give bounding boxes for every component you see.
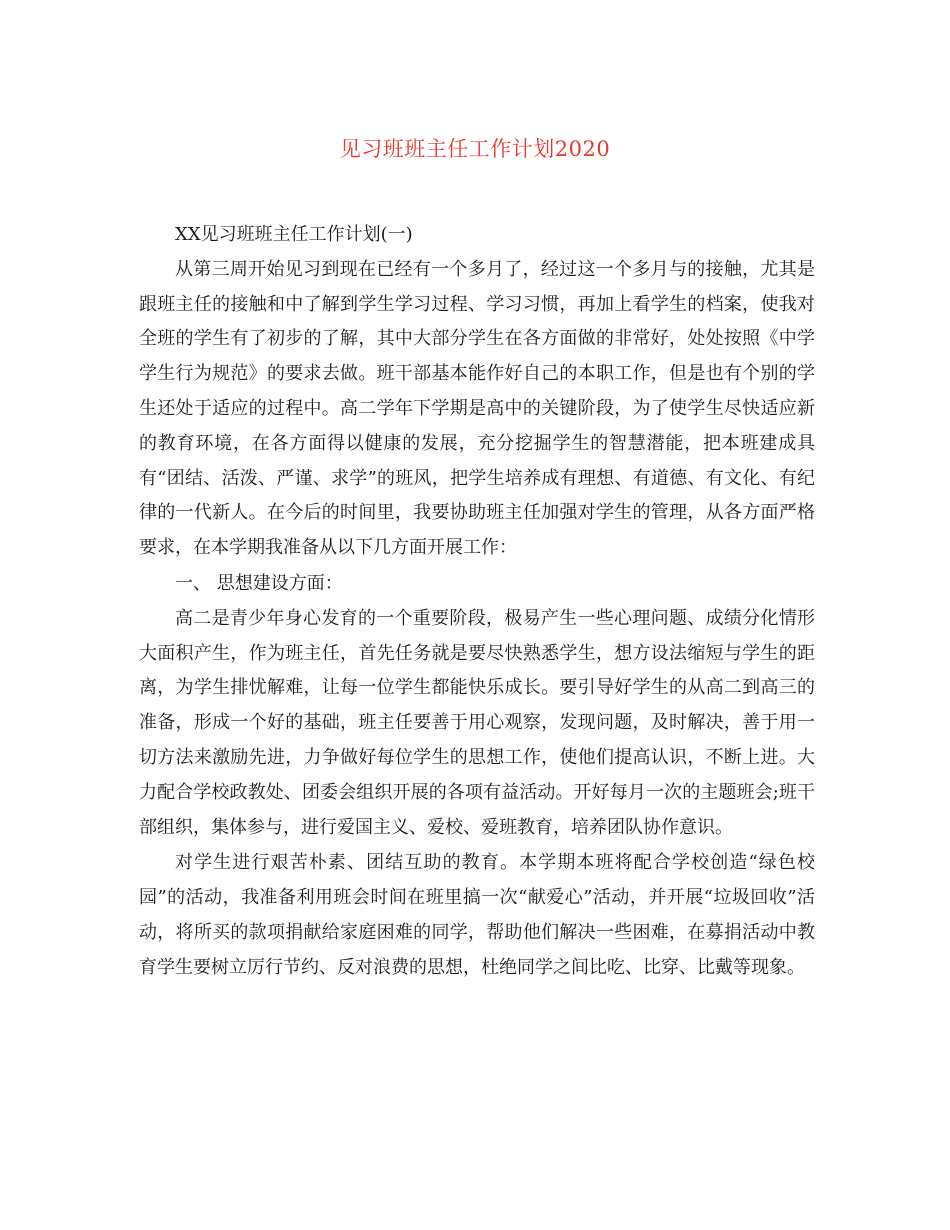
intro-paragraph: 从第三周开始见习到现在已经有一个多月了，经过这一个多月与的接触，尤其是跟班主任的接触和中了解到学生学习过程、学习习惯，再加上看学生的档案，使我对全班的学生有了初步的了解，其中大部分学生在各方面做的非常好，处处按照《中学学生行为规范》的要求去做。班干部基本能作好自己的本职工作，但是也有个别的学生还处于适应的过程中。高二学年下学期是高中的关键阶段，为了使学生尽快适应新的教育环境，在各方面得以健康的发展，充分挖掘学生的智慧潜能，把本班建成具有“团结、活泼、严谨、求学”的班风，把学生培养成有理想、有道德、有文化、有纪律的一代新人。在今后的时间里，我要协助班主任加强对学生的管理，从各方面严格要求，在本学期我准备从以下几方面开展工作： [139, 258, 815, 559]
ideology-paragraph: 高二是青少年身心发育的一个重要阶段，极易产生一些心理问题、成绩分化情形大面积产生，作为班主任，首先任务就是要尽快熟悉学生，想方设法缩短与学生的距离，为学生排忧解难，让每一位学生都能快乐成长。要引导好学生的从高二到高三的准备，形成一个好的基础，班主任要善于用心观察，发现问题，及时解决，善于用一切方法来激励先进，力争做好每位学生的思想工作，使他们提高认识，不断上进。大力配合学校政教处、团委会组织开展的各项有益活动。开好每月一次的主题班会;班干部组织，集体参与，进行爱国主义、爱校、爱班教育，培养团队协作意识。 [139, 607, 815, 838]
document-body [139, 218, 815, 987]
plan-subtitle: XX见习班班主任工作计划(一) [175, 224, 413, 245]
document-title: 见习班班主任工作计划2020 [339, 137, 611, 161]
section-heading-ideology: 一、 思想建设方面： [175, 572, 343, 594]
education-paragraph: 对学生进行艰苦朴素、团结互助的教育。本学期本班将配合学校创造“绿色校园”的活动，我准备利用班会时间在班里搞一次“献爱心”活动，并开展“垃圾回收”活动，将所买的款项捐献给家庭困难的同学，帮助他们解决一些困难，在募捐活动中教育学生要树立厉行节约、反对浪费的思想，杜绝同学之间比吃、比穿、比戴等现象。 [139, 852, 815, 978]
